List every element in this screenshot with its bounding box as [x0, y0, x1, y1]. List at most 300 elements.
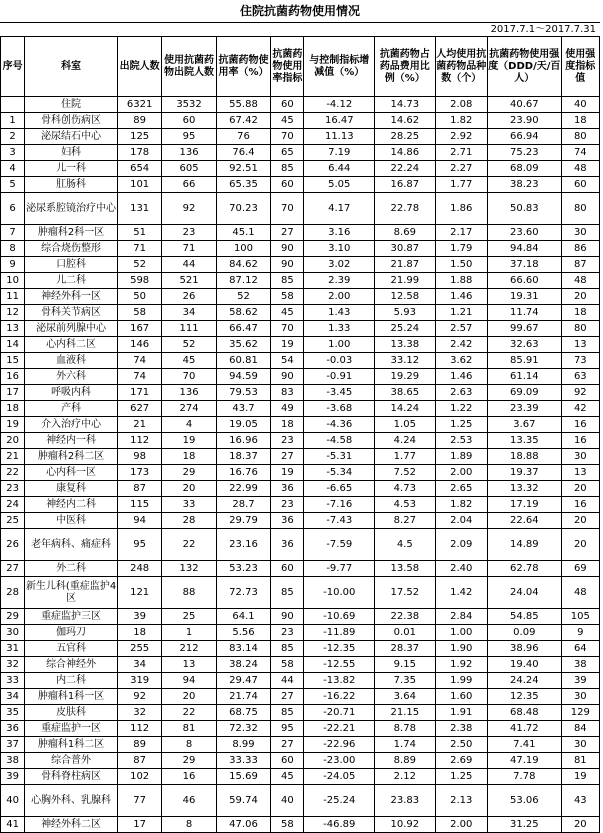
- cell-diff: -4.12: [304, 97, 375, 113]
- cell-indicator: 85: [271, 577, 304, 609]
- cell-indicator: 70: [271, 321, 304, 337]
- cell-seq: 41: [1, 817, 25, 833]
- table-row: [1, 193, 600, 225]
- cell-intensity: 32.63: [488, 337, 562, 353]
- cell-ratio: 14.62: [375, 113, 436, 129]
- cell-rate: 5.56: [216, 625, 270, 641]
- cell-seq: 20: [1, 433, 25, 449]
- cell-ratio: 1.74: [375, 737, 436, 753]
- cell-rate: 16.96: [216, 433, 270, 449]
- cell-intensity: 99.67: [488, 321, 562, 337]
- cell-discharged: 92: [117, 689, 161, 705]
- cell-discharged: 131: [117, 193, 161, 225]
- cell-seq: 12: [1, 305, 25, 321]
- cell-rate: 33.33: [216, 753, 270, 769]
- cell-diff: -20.71: [304, 705, 375, 721]
- cell-rate: 68.75: [216, 705, 270, 721]
- cell-dept: 皮肤科: [25, 705, 118, 721]
- cell-avg-kinds: 2.42: [435, 337, 487, 353]
- cell-ratio: 16.87: [375, 177, 436, 193]
- cell-avg-kinds: 2.65: [435, 481, 487, 497]
- cell-indicator: 19: [271, 465, 304, 481]
- cell-diff: -11.89: [304, 625, 375, 641]
- cell-intensity-indicator: 80: [561, 129, 599, 145]
- cell-dept: 中医科: [25, 513, 118, 529]
- cell-intensity: 12.35: [488, 689, 562, 705]
- cell-avg-kinds: 2.57: [435, 321, 487, 337]
- table-row: [1, 401, 600, 417]
- cell-intensity: 85.91: [488, 353, 562, 369]
- cell-used: 71: [162, 241, 216, 257]
- cell-intensity-indicator: 60: [561, 177, 599, 193]
- cell-seq: 22: [1, 465, 25, 481]
- cell-ratio: 21.15: [375, 705, 436, 721]
- cell-dept: 新生儿科(重症监护4区: [25, 577, 118, 609]
- header-intensity-indicator: 使用强度指标值: [561, 37, 599, 97]
- cell-diff: 1.00: [304, 337, 375, 353]
- cell-dept: 骨科创伤病区: [25, 113, 118, 129]
- table-row: [1, 465, 600, 481]
- table-row: [1, 337, 600, 353]
- cell-ratio: 19.29: [375, 369, 436, 385]
- cell-rate: 72.73: [216, 577, 270, 609]
- cell-intensity: 68.09: [488, 161, 562, 177]
- cell-dept: 呼吸内科: [25, 385, 118, 401]
- cell-avg-kinds: 1.60: [435, 689, 487, 705]
- cell-discharged: 598: [117, 273, 161, 289]
- cell-intensity: 13.35: [488, 433, 562, 449]
- cell-intensity: 23.39: [488, 401, 562, 417]
- cell-used: 28: [162, 513, 216, 529]
- cell-used: 94: [162, 673, 216, 689]
- cell-used: 46: [162, 785, 216, 817]
- cell-seq: 2: [1, 129, 25, 145]
- cell-discharged: 89: [117, 737, 161, 753]
- cell-ratio: 4.73: [375, 481, 436, 497]
- cell-intensity-indicator: 18: [561, 113, 599, 129]
- cell-diff: -12.55: [304, 657, 375, 673]
- cell-dept: 儿二科: [25, 273, 118, 289]
- table-row: [1, 561, 600, 577]
- cell-dept: 神经内一科: [25, 433, 118, 449]
- cell-intensity-indicator: 16: [561, 417, 599, 433]
- cell-intensity: 37.18: [488, 257, 562, 273]
- cell-diff: 5.05: [304, 177, 375, 193]
- cell-intensity-indicator: 38: [561, 657, 599, 673]
- cell-dept: 介入治疗中心: [25, 417, 118, 433]
- cell-intensity-indicator: 92: [561, 385, 599, 401]
- cell-dept: 住院: [25, 97, 118, 113]
- cell-used: 20: [162, 481, 216, 497]
- cell-ratio: 4.5: [375, 529, 436, 561]
- cell-avg-kinds: 1.82: [435, 497, 487, 513]
- cell-used: 136: [162, 145, 216, 161]
- cell-used: 52: [162, 337, 216, 353]
- cell-intensity-indicator: 40: [561, 97, 599, 113]
- cell-intensity-indicator: 20: [561, 481, 599, 497]
- cell-rate: 52: [216, 289, 270, 305]
- cell-diff: 4.17: [304, 193, 375, 225]
- cell-intensity: 75.23: [488, 145, 562, 161]
- cell-ratio: 4.24: [375, 433, 436, 449]
- cell-avg-kinds: 1.86: [435, 193, 487, 225]
- table-row: [1, 513, 600, 529]
- cell-ratio: 1.05: [375, 417, 436, 433]
- cell-indicator: 27: [271, 225, 304, 241]
- cell-seq: 34: [1, 689, 25, 705]
- cell-intensity-indicator: 30: [561, 225, 599, 241]
- cell-intensity: 50.83: [488, 193, 562, 225]
- cell-ratio: 3.64: [375, 689, 436, 705]
- cell-seq: 4: [1, 161, 25, 177]
- cell-indicator: 23: [271, 433, 304, 449]
- cell-intensity-indicator: 43: [561, 785, 599, 817]
- cell-diff: -0.03: [304, 353, 375, 369]
- cell-rate: 16.76: [216, 465, 270, 481]
- cell-ratio: 8.89: [375, 753, 436, 769]
- cell-ratio: 5.93: [375, 305, 436, 321]
- table-row: [1, 577, 600, 609]
- cell-seq: 14: [1, 337, 25, 353]
- cell-diff: -16.22: [304, 689, 375, 705]
- cell-intensity-indicator: 30: [561, 449, 599, 465]
- table-row: [1, 289, 600, 305]
- cell-ratio: 0.01: [375, 625, 436, 641]
- table-row: [1, 737, 600, 753]
- cell-rate: 45.1: [216, 225, 270, 241]
- cell-used: 136: [162, 385, 216, 401]
- cell-intensity: 66.94: [488, 129, 562, 145]
- cell-diff: -7.59: [304, 529, 375, 561]
- cell-seq: 19: [1, 417, 25, 433]
- cell-avg-kinds: 2.08: [435, 97, 487, 113]
- cell-seq: 33: [1, 673, 25, 689]
- cell-ratio: 7.35: [375, 673, 436, 689]
- cell-discharged: 50: [117, 289, 161, 305]
- cell-intensity: 13.32: [488, 481, 562, 497]
- cell-indicator: 27: [271, 449, 304, 465]
- cell-seq: 21: [1, 449, 25, 465]
- table-row: [1, 497, 600, 513]
- cell-dept: 肿瘤科2科一区: [25, 225, 118, 241]
- cell-avg-kinds: 2.00: [435, 465, 487, 481]
- cell-discharged: 319: [117, 673, 161, 689]
- cell-rate: 47.06: [216, 817, 270, 833]
- cell-used: 20: [162, 689, 216, 705]
- cell-ratio: 4.53: [375, 497, 436, 513]
- cell-ratio: 28.37: [375, 641, 436, 657]
- cell-indicator: 23: [271, 497, 304, 513]
- cell-dept: 伽玛刀: [25, 625, 118, 641]
- cell-intensity-indicator: 16: [561, 433, 599, 449]
- cell-discharged: 102: [117, 769, 161, 785]
- cell-diff: -0.91: [304, 369, 375, 385]
- cell-indicator: 85: [271, 273, 304, 289]
- cell-ratio: 22.38: [375, 609, 436, 625]
- cell-intensity-indicator: 80: [561, 193, 599, 225]
- table-row: [1, 625, 600, 641]
- cell-diff: 2.00: [304, 289, 375, 305]
- cell-indicator: 54: [271, 353, 304, 369]
- cell-intensity: 40.67: [488, 97, 562, 113]
- cell-seq: 32: [1, 657, 25, 673]
- cell-used: 111: [162, 321, 216, 337]
- cell-intensity-indicator: 48: [561, 161, 599, 177]
- cell-dept: 心内科二区: [25, 337, 118, 353]
- cell-used: 26: [162, 289, 216, 305]
- cell-diff: -10.00: [304, 577, 375, 609]
- cell-intensity-indicator: 87: [561, 257, 599, 273]
- cell-used: 22: [162, 529, 216, 561]
- date-range: 2017.7.1～2017.7.31: [490, 24, 596, 35]
- cell-avg-kinds: 2.84: [435, 609, 487, 625]
- table-row: [1, 113, 600, 129]
- cell-avg-kinds: 1.82: [435, 113, 487, 129]
- cell-intensity: 66.60: [488, 273, 562, 289]
- cell-diff: -12.35: [304, 641, 375, 657]
- cell-avg-kinds: 1.50: [435, 257, 487, 273]
- cell-seq: 40: [1, 785, 25, 817]
- cell-diff: -4.36: [304, 417, 375, 433]
- cell-dept: 心胸外科、乳腺科: [25, 785, 118, 817]
- cell-indicator: 36: [271, 513, 304, 529]
- cell-dept: 心内科一区: [25, 465, 118, 481]
- cell-dept: 肿瘤科1科一区: [25, 689, 118, 705]
- cell-seq: 39: [1, 769, 25, 785]
- cell-avg-kinds: 3.62: [435, 353, 487, 369]
- cell-indicator: 36: [271, 529, 304, 561]
- cell-indicator: 95: [271, 721, 304, 737]
- cell-dept: 儿一科: [25, 161, 118, 177]
- cell-dept: 血液科: [25, 353, 118, 369]
- cell-discharged: 101: [117, 177, 161, 193]
- cell-intensity: 24.04: [488, 577, 562, 609]
- cell-intensity: 38.23: [488, 177, 562, 193]
- cell-avg-kinds: 2.17: [435, 225, 487, 241]
- cell-avg-kinds: 1.91: [435, 705, 487, 721]
- cell-seq: 24: [1, 497, 25, 513]
- cell-discharged: 167: [117, 321, 161, 337]
- cell-seq: 25: [1, 513, 25, 529]
- cell-rate: 65.35: [216, 177, 270, 193]
- cell-used: 66: [162, 177, 216, 193]
- cell-intensity: 31.25: [488, 817, 562, 833]
- antibiotic-usage-table: [0, 36, 600, 833]
- cell-indicator: 40: [271, 785, 304, 817]
- cell-seq: 7: [1, 225, 25, 241]
- cell-intensity-indicator: 42: [561, 401, 599, 417]
- cell-ratio: 22.78: [375, 193, 436, 225]
- cell-diff: 3.16: [304, 225, 375, 241]
- cell-intensity-indicator: 19: [561, 769, 599, 785]
- cell-rate: 22.99: [216, 481, 270, 497]
- cell-used: 44: [162, 257, 216, 273]
- cell-avg-kinds: 1.99: [435, 673, 487, 689]
- cell-intensity-indicator: 69: [561, 561, 599, 577]
- cell-discharged: 654: [117, 161, 161, 177]
- table-row: [1, 177, 600, 193]
- cell-used: 92: [162, 193, 216, 225]
- cell-dept: 泌尿结石中心: [25, 129, 118, 145]
- cell-intensity: 54.85: [488, 609, 562, 625]
- cell-intensity-indicator: 73: [561, 353, 599, 369]
- cell-rate: 43.7: [216, 401, 270, 417]
- cell-intensity: 11.74: [488, 305, 562, 321]
- cell-seq: 11: [1, 289, 25, 305]
- table-row: [1, 225, 600, 241]
- cell-indicator: 85: [271, 161, 304, 177]
- cell-avg-kinds: 2.71: [435, 145, 487, 161]
- cell-discharged: 6321: [117, 97, 161, 113]
- cell-rate: 76.4: [216, 145, 270, 161]
- cell-diff: -25.24: [304, 785, 375, 817]
- cell-intensity-indicator: 30: [561, 737, 599, 753]
- cell-intensity: 61.14: [488, 369, 562, 385]
- cell-intensity-indicator: 64: [561, 641, 599, 657]
- cell-dept: 神经内二科: [25, 497, 118, 513]
- cell-rate: 100: [216, 241, 270, 257]
- cell-intensity: 23.90: [488, 113, 562, 129]
- cell-rate: 64.1: [216, 609, 270, 625]
- cell-diff: 6.44: [304, 161, 375, 177]
- cell-avg-kinds: 1.89: [435, 449, 487, 465]
- cell-dept: 重症监护一区: [25, 721, 118, 737]
- cell-ratio: 22.24: [375, 161, 436, 177]
- cell-intensity-indicator: 30: [561, 689, 599, 705]
- cell-seq: 38: [1, 753, 25, 769]
- cell-used: 70: [162, 369, 216, 385]
- cell-used: 8: [162, 817, 216, 833]
- cell-discharged: 71: [117, 241, 161, 257]
- cell-diff: -3.45: [304, 385, 375, 401]
- cell-diff: -10.69: [304, 609, 375, 625]
- cell-seq: [1, 97, 25, 113]
- cell-indicator: 23: [271, 625, 304, 641]
- cell-rate: 67.42: [216, 113, 270, 129]
- cell-intensity: 14.89: [488, 529, 562, 561]
- cell-dept: 外六科: [25, 369, 118, 385]
- cell-dept: 肿瘤科2科二区: [25, 449, 118, 465]
- table-row: [1, 369, 600, 385]
- cell-rate: 28.7: [216, 497, 270, 513]
- header-used: 使用抗菌药物出院人数: [162, 37, 216, 97]
- cell-discharged: 77: [117, 785, 161, 817]
- cell-intensity-indicator: 81: [561, 753, 599, 769]
- cell-intensity-indicator: 129: [561, 705, 599, 721]
- cell-seq: 8: [1, 241, 25, 257]
- cell-used: 13: [162, 657, 216, 673]
- header-diff: 与控制指标增减值（%）: [304, 37, 375, 97]
- cell-diff: -5.34: [304, 465, 375, 481]
- cell-intensity: 3.67: [488, 417, 562, 433]
- cell-intensity-indicator: 13: [561, 465, 599, 481]
- cell-dept: 康复科: [25, 481, 118, 497]
- cell-dept: 内二科: [25, 673, 118, 689]
- cell-used: 274: [162, 401, 216, 417]
- cell-avg-kinds: 2.13: [435, 785, 487, 817]
- cell-seq: 1: [1, 113, 25, 129]
- cell-dept: 肛肠科: [25, 177, 118, 193]
- cell-intensity: 53.06: [488, 785, 562, 817]
- cell-discharged: 112: [117, 433, 161, 449]
- cell-rate: 59.74: [216, 785, 270, 817]
- cell-rate: 8.99: [216, 737, 270, 753]
- cell-intensity: 19.40: [488, 657, 562, 673]
- cell-discharged: 95: [117, 529, 161, 561]
- cell-indicator: 36: [271, 481, 304, 497]
- table-row: [1, 817, 600, 833]
- cell-rate: 18.37: [216, 449, 270, 465]
- cell-diff: -7.43: [304, 513, 375, 529]
- cell-indicator: 18: [271, 417, 304, 433]
- cell-used: 29: [162, 465, 216, 481]
- cell-diff: -22.96: [304, 737, 375, 753]
- cell-avg-kinds: 1.25: [435, 417, 487, 433]
- cell-intensity: 38.96: [488, 641, 562, 657]
- cell-intensity-indicator: 105: [561, 609, 599, 625]
- cell-discharged: 58: [117, 305, 161, 321]
- cell-indicator: 27: [271, 737, 304, 753]
- cell-intensity: 62.78: [488, 561, 562, 577]
- cell-indicator: 19: [271, 337, 304, 353]
- cell-indicator: 44: [271, 673, 304, 689]
- cell-indicator: 45: [271, 305, 304, 321]
- cell-ratio: 2.12: [375, 769, 436, 785]
- header-row: [1, 37, 600, 97]
- cell-intensity-indicator: 63: [561, 369, 599, 385]
- header-indicator: 抗菌药物使用率指标: [271, 37, 304, 97]
- cell-seq: 35: [1, 705, 25, 721]
- table-row: [1, 433, 600, 449]
- cell-discharged: 17: [117, 817, 161, 833]
- cell-used: 22: [162, 705, 216, 721]
- cell-indicator: 65: [271, 145, 304, 161]
- cell-rate: 72.32: [216, 721, 270, 737]
- cell-ratio: 8.69: [375, 225, 436, 241]
- cell-ratio: 8.27: [375, 513, 436, 529]
- table-row: [1, 609, 600, 625]
- header-seq: 序号: [1, 37, 25, 97]
- cell-used: 16: [162, 769, 216, 785]
- cell-intensity: 7.78: [488, 769, 562, 785]
- cell-avg-kinds: 2.27: [435, 161, 487, 177]
- cell-intensity: 94.84: [488, 241, 562, 257]
- cell-diff: 7.19: [304, 145, 375, 161]
- cell-seq: 31: [1, 641, 25, 657]
- cell-seq: 17: [1, 385, 25, 401]
- table-row: [1, 721, 600, 737]
- cell-used: 19: [162, 433, 216, 449]
- cell-rate: 94.59: [216, 369, 270, 385]
- cell-seq: 36: [1, 721, 25, 737]
- table-row: [1, 417, 600, 433]
- cell-used: 605: [162, 161, 216, 177]
- header-avg-kinds: 人均使用抗菌药物品种数（个）: [435, 37, 487, 97]
- cell-diff: 2.39: [304, 273, 375, 289]
- cell-intensity-indicator: 18: [561, 305, 599, 321]
- cell-dept: 神经外科一区: [25, 289, 118, 305]
- cell-intensity-indicator: 48: [561, 577, 599, 609]
- cell-rate: 35.62: [216, 337, 270, 353]
- cell-dept: 妇科: [25, 145, 118, 161]
- cell-diff: -3.68: [304, 401, 375, 417]
- table-row: [1, 689, 600, 705]
- cell-used: 88: [162, 577, 216, 609]
- cell-diff: 1.43: [304, 305, 375, 321]
- cell-diff: 1.33: [304, 321, 375, 337]
- table-row: [1, 353, 600, 369]
- cell-rate: 15.69: [216, 769, 270, 785]
